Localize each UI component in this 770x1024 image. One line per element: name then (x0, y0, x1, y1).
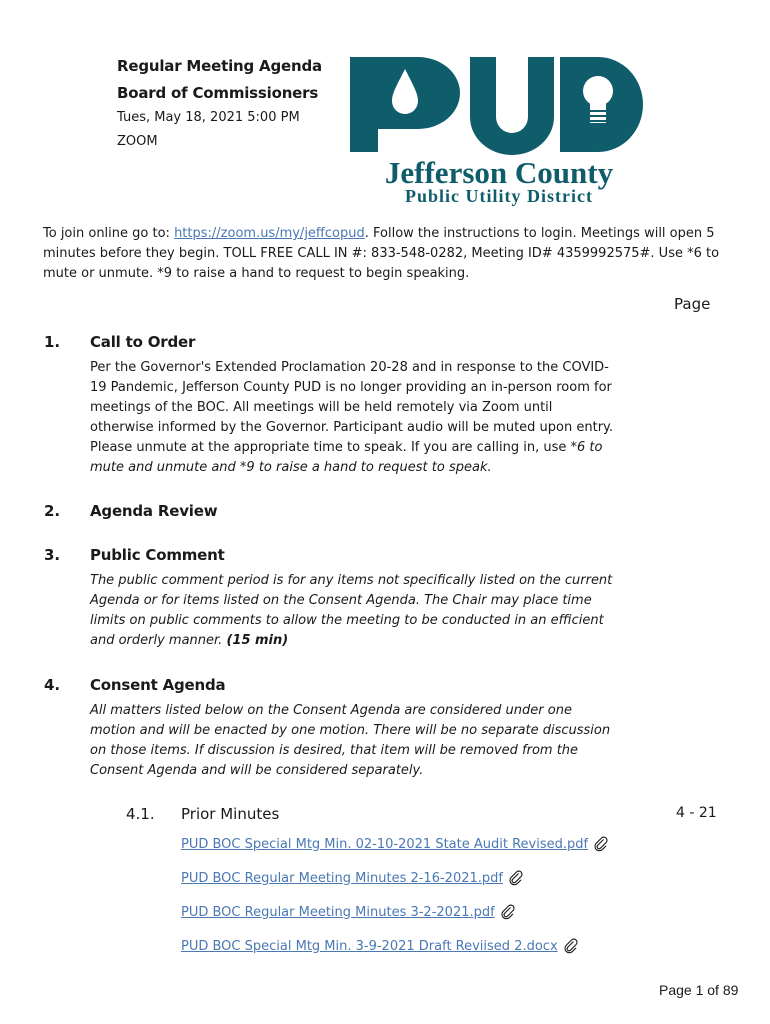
subsection-number: 4.1. (126, 805, 155, 823)
attachment-link[interactable] (181, 938, 579, 954)
meeting-location: ZOOM (117, 134, 158, 149)
section-number: 2. (44, 502, 61, 520)
join-suffix: . Follow the instructions to login. Meetings will open 5 minutes before they begin. TOLL FREE CALL IN #: 833-548-0282, Meeting ID# 4359992575#. Use *6 to mute or unmute. *9 to raise a hand to request to begin speaking. (43, 226, 720, 281)
attachment-link[interactable] (181, 904, 516, 920)
paperclip-icon (500, 904, 516, 920)
section-title-consent-agenda: Consent Agenda (90, 676, 226, 694)
section-title-agenda-review: Agenda Review (90, 502, 218, 520)
section-title-public-comment: Public Comment (90, 546, 225, 564)
page-footer: Page 1 of 89 (659, 982, 739, 998)
join-prefix: To join online go to: (43, 226, 175, 241)
attachment-link[interactable] (181, 870, 524, 886)
page-column-label: Page (674, 295, 711, 313)
section-number: 3. (44, 546, 61, 564)
attachment-link[interactable] (181, 836, 609, 852)
agenda-title: Regular Meeting Agenda (117, 57, 322, 75)
subsection-title: Prior Minutes (181, 805, 280, 823)
join-instructions (43, 224, 733, 284)
section-body-italic: 6 to mute and unmute and *9 to raise a hand to request to speak. (90, 440, 603, 475)
logo-line1: Jefferson County (384, 155, 614, 190)
attachment-label[interactable]: PUD BOC Regular Meeting Minutes 2-16-2021.pdf (181, 870, 503, 886)
section-body-public-comment (90, 571, 620, 651)
section-body-call-to-order (90, 358, 620, 478)
section-title-call-to-order: Call to Order (90, 333, 196, 351)
paperclip-icon (563, 938, 579, 954)
attachment-label[interactable]: PUD BOC Regular Meeting Minutes 3-2-2021.pdf (181, 904, 495, 920)
meeting-date: Tues, May 18, 2021 5:00 PM (117, 110, 300, 125)
paperclip-icon (508, 870, 524, 886)
paperclip-icon (593, 836, 609, 852)
section-number: 1. (44, 333, 61, 351)
board-title: Board of Commissioners (117, 84, 319, 102)
section-body-plain: Per the Governor's Extended Proclamation 20-28 and in response to the COVID-19 Pandemic, Jefferson County PUD is no longer providing an in-person room for meetings of the BOC. All meetings will be held remotely via Zoom until otherwise informed by the Governor. Participant audio will be muted upon entry. Please unmute at the appropriate time to speak. If you are calling in, use * (90, 360, 614, 455)
zoom-link[interactable]: https://zoom.us/my/jeffcopud (174, 226, 365, 241)
section-body-italic: All matters listed below on the Consent Agenda are considered under one motion and will be enacted by one motion. There will be no separate discussion on those items. If discussion is desired, that item will be removed from the Consent Agenda and will be considered separately. (90, 703, 611, 778)
section-body-consent-agenda (90, 701, 620, 781)
pud-logo (348, 55, 648, 210)
subsection-pages: 4 - 21 (676, 805, 717, 821)
section-body-bold: (15 min) (226, 633, 289, 648)
logo-line2: Public Utility District (405, 186, 593, 206)
attachment-label[interactable]: PUD BOC Special Mtg Min. 02-10-2021 State Audit Revised.pdf (181, 836, 589, 852)
attachment-label[interactable]: PUD BOC Special Mtg Min. 3-9-2021 Draft Reviised 2.docx (181, 938, 558, 954)
section-body-italic: The public comment period is for any items not specifically listed on the current Agenda or for items listed on the Consent Agenda. The Chair may place time limits on public comments to allow the meeting to be conducted in an efficient and orderly manner. (90, 573, 613, 648)
section-number: 4. (44, 676, 61, 694)
